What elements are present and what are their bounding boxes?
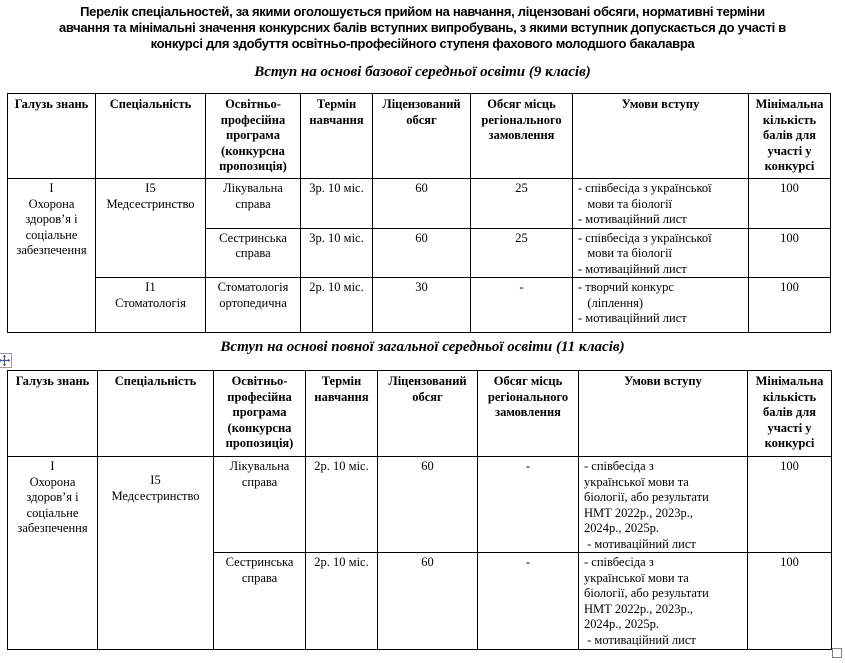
table-row (8, 457, 832, 553)
table-resize-handle[interactable] (832, 648, 842, 658)
cell-term: 2р. 10 міс. (301, 278, 373, 333)
cell-program: Сестринська справа (214, 553, 306, 650)
text-line: здоров’я і (26, 490, 79, 504)
text-line: - мотиваційний лист (584, 632, 696, 647)
cell-term: 2р. 10 міс. (306, 457, 378, 553)
text-line: української мови та (584, 474, 689, 489)
text-line: забезпечення (16, 243, 87, 257)
cell-program: Лікувальна справа (206, 179, 301, 229)
cell-galuz (8, 179, 96, 333)
cell-license: 60 (373, 228, 471, 278)
admission-table-11-classes (7, 370, 832, 650)
text-line: соціальне (26, 505, 79, 520)
text-line: мови та біології (578, 196, 673, 211)
text-line: біології, або результати (584, 490, 709, 504)
section-subtitle-9-classes: Вступ на основі базової середньої освіти (9 класів) (254, 64, 591, 80)
header-cell-galuz: Галузь знань (8, 371, 98, 457)
cell-minscore: 100 (748, 553, 832, 650)
header-cell-program: Освітньо-професійна програма (конкурсна пропозиція) (214, 371, 306, 457)
header-cell-umovy: Умови вступу (573, 94, 749, 179)
header-cell-license: Ліцензований обсяг (373, 94, 471, 179)
title-line-1: Перелік спеціальностей, за якими оголошується прийом на навчання, ліцензовані обсяги, нормативні терміни (80, 4, 765, 19)
header-cell-umovy: Умови вступу (579, 371, 748, 457)
cell-minscore: 100 (749, 179, 831, 229)
header-cell-specialty: Спеціальність (96, 94, 206, 179)
cell-specialty-stomatologia (96, 278, 206, 333)
cell-umovy (573, 278, 749, 333)
text-line: І1 (145, 280, 156, 294)
cell-umovy (579, 457, 748, 553)
text-line: - мотиваційний лист (578, 261, 687, 276)
text-line: української мови та (584, 570, 689, 585)
cell-regional: - (478, 553, 579, 650)
table-row (8, 278, 831, 333)
cell-regional: 25 (471, 228, 573, 278)
cell-license: 30 (373, 278, 471, 333)
text-line: Охорона (28, 196, 75, 211)
header-cell-specialty: Спеціальність (98, 371, 214, 457)
title-line-3: конкурсі для здобуття освітньо-професійного ступеня фахового молодшого бакалавра (150, 36, 695, 51)
text-line: 2024р., 2025р. (584, 521, 659, 535)
text-line: - мотиваційний лист (584, 536, 696, 551)
text-line: - творчий конкурс (578, 280, 674, 294)
table1-header-row (8, 94, 831, 179)
text-line: - мотиваційний лист (578, 311, 687, 325)
text-line: 2024р., 2025р. (584, 617, 659, 631)
cell-program: Стоматологія ортопедична (206, 278, 301, 333)
text-line: Медсестринство (106, 196, 195, 211)
document-title (0, 4, 845, 52)
cell-minscore: 100 (748, 457, 832, 553)
text-line: І (50, 459, 55, 473)
cell-specialty-medsestrynstvo (96, 179, 206, 278)
header-cell-minscore: Мінімальна кількість балів для участі у конкурсі (748, 371, 832, 457)
cell-term: 3р. 10 міс. (301, 179, 373, 229)
cell-minscore: 100 (749, 228, 831, 278)
header-cell-term: Термін навчання (301, 94, 373, 179)
table-row (8, 179, 831, 229)
cell-umovy (573, 228, 749, 278)
cell-program: Сестринська справа (206, 228, 301, 278)
text-line: І5 (150, 473, 161, 487)
four-arrow-cross-icon (0, 354, 11, 367)
cell-minscore: 100 (749, 278, 831, 333)
admission-table-9-classes (7, 93, 831, 333)
text-line: - співбесіда з (584, 459, 654, 473)
text-line: біології, або результати (584, 586, 709, 600)
table2-header-row (8, 371, 832, 457)
section-subtitle-11-classes: Вступ на основі повної загальної середньої освіти (11 класів) (220, 339, 625, 355)
text-line: Стоматологія (115, 295, 186, 310)
cell-term: 3р. 10 міс. (301, 228, 373, 278)
header-cell-galuz: Галузь знань (8, 94, 96, 179)
header-cell-minscore: Мінімальна кількість балів для участі у конкурсі (749, 94, 831, 179)
text-line: мови та біології (578, 246, 673, 260)
text-line: Медсестринство (111, 488, 200, 503)
text-line: І5 (145, 181, 156, 195)
text-line: І (49, 181, 54, 195)
cell-galuz (8, 457, 98, 650)
header-cell-term: Термін навчання (306, 371, 378, 457)
cell-term: 2р. 10 міс. (306, 553, 378, 650)
cell-specialty-medsestrynstvo (98, 457, 214, 650)
text-line: соціальне (25, 227, 78, 242)
cell-umovy (573, 179, 749, 229)
header-cell-regional: Обсяг місць регіонального замовлення (478, 371, 579, 457)
header-cell-license: Ліцензований обсяг (378, 371, 478, 457)
cell-license: 60 (378, 457, 478, 553)
text-line: - співбесіда з української (578, 230, 712, 245)
text-line: - співбесіда з української (578, 181, 712, 195)
cell-license: 60 (378, 553, 478, 650)
title-line-2: авчання та мінімальні значення конкурсних балів вступних випробувань, з якими вступник допускається до участі в (59, 20, 786, 35)
cell-regional: - (471, 278, 573, 333)
table-move-handle-icon[interactable] (0, 353, 12, 368)
text-line: Охорона (29, 474, 76, 489)
cell-umovy (579, 553, 748, 650)
text-line: - співбесіда з (584, 555, 654, 569)
text-line: здоров’я і (25, 212, 78, 226)
text-line: (ліплення) (578, 295, 644, 310)
cell-regional: - (478, 457, 579, 553)
header-cell-regional: Обсяг місць регіонального замовлення (471, 94, 573, 179)
cell-program: Лікувальна справа (214, 457, 306, 553)
cell-license: 60 (373, 179, 471, 229)
header-cell-program: Освітньо-професійна програма (конкурсна пропозиція) (206, 94, 301, 179)
text-line: забезпечення (17, 521, 88, 535)
cell-regional: 25 (471, 179, 573, 229)
text-line: НМТ 2022р., 2023р., (584, 505, 694, 520)
text-line: НМТ 2022р., 2023р., (584, 601, 694, 616)
text-line: - мотиваційний лист (578, 212, 687, 226)
